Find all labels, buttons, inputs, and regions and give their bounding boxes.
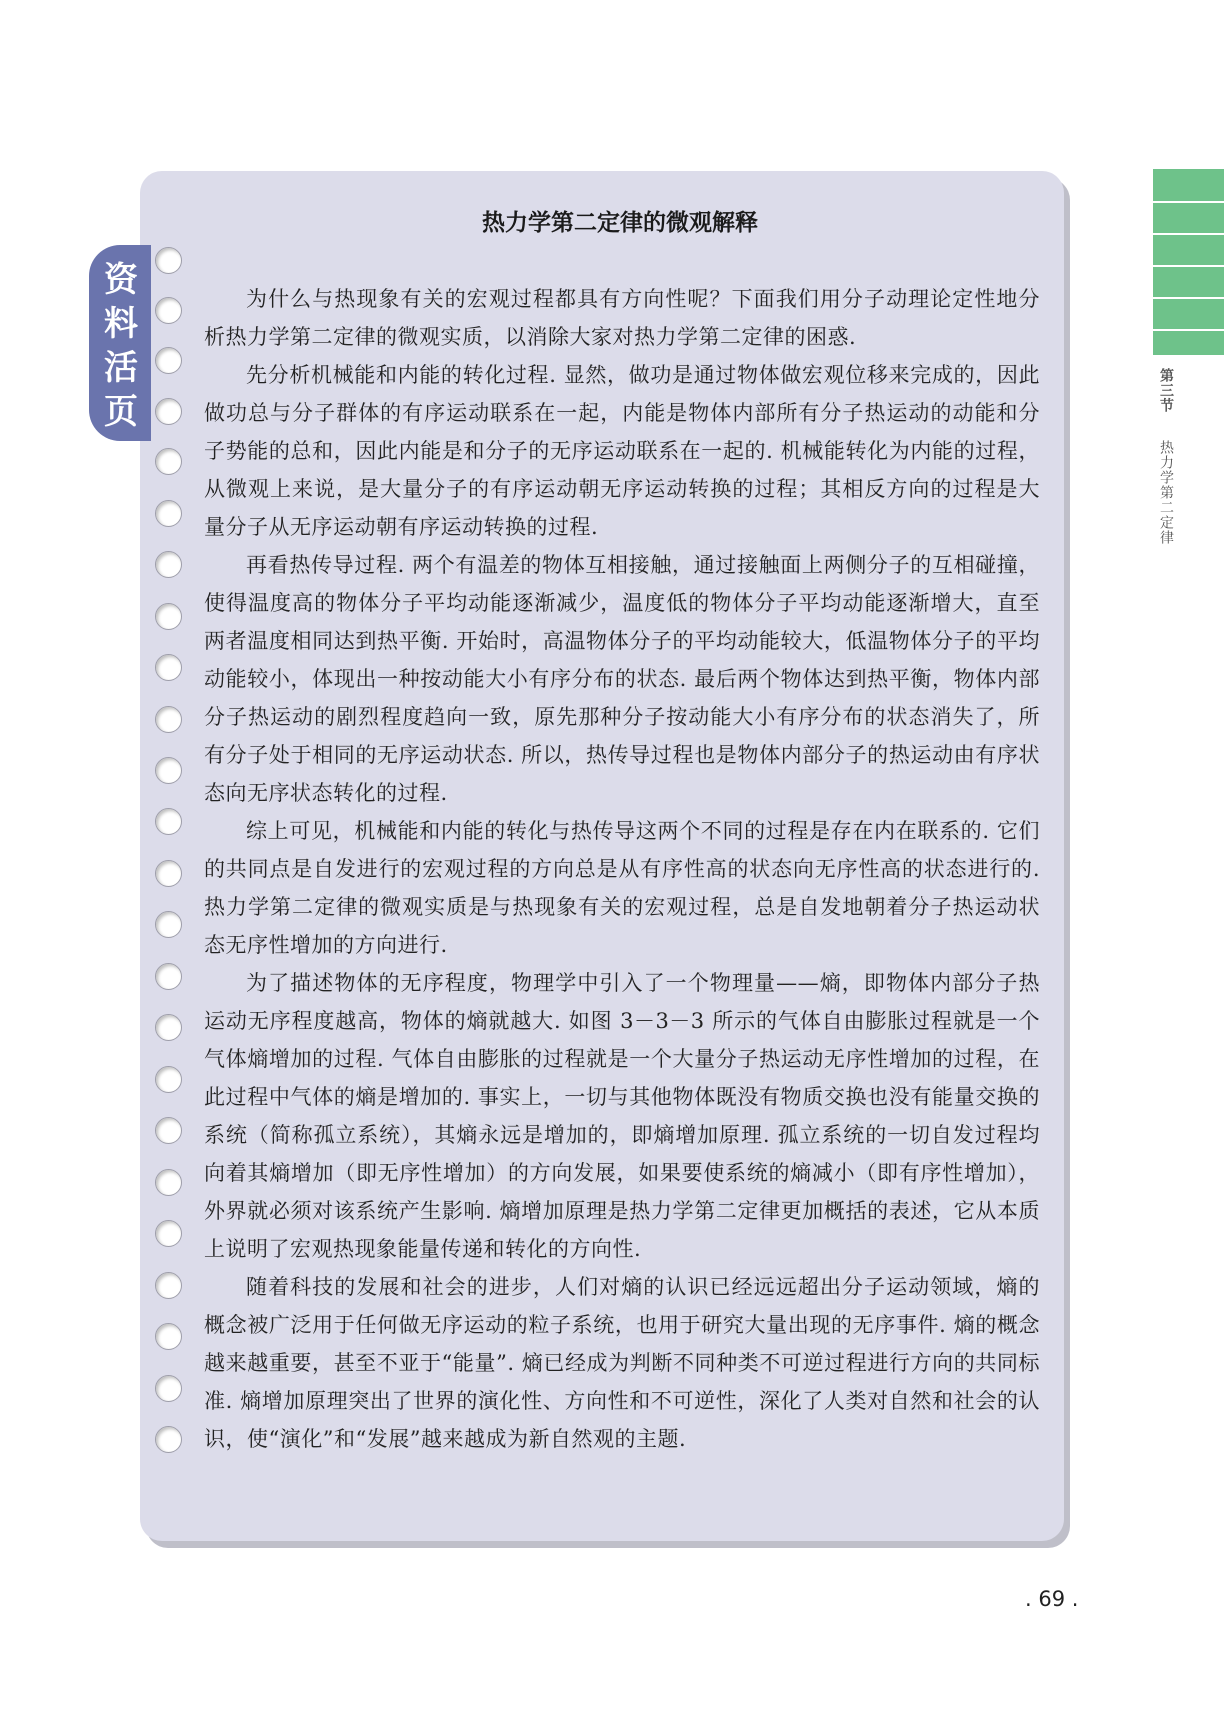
paragraph: 先分析机械能和内能的转化过程. 显然，做功是通过物体做宏观位移来完成的，因此做功总与分子群体的有序运动联系在一起，内能是物体内部所有分子热运动的动能和分子势能的总和，因此内能是和分子的无序运动联系在一起的. 机械能转化为内能的过程，从微观上来说，是大量分子的有序运动朝无序运动转换的过程；其相反方向的过程是大量分子从无序运动朝有序运动转换的过程. — [204, 363, 1040, 539]
binder-hole-icon — [155, 551, 182, 578]
sidebar-section-label: 第三节 — [1158, 368, 1174, 413]
article-body — [204, 280, 1040, 1458]
binder-hole-icon — [155, 654, 182, 681]
binder-hole-icon — [155, 398, 182, 425]
binder-hole-icon — [155, 1220, 182, 1247]
binder-hole-icon — [155, 1426, 182, 1453]
paragraph: 为什么与热现象有关的宏观过程都具有方向性呢？下面我们用分子动理论定性地分析热力学第二定律的微观实质，以消除大家对热力学第二定律的困惑. — [204, 287, 1040, 349]
binder-hole-icon — [155, 1272, 182, 1299]
sidebar-chapter-label: 热力学第二定律 — [1158, 440, 1174, 545]
binder-hole-icon — [155, 603, 182, 630]
paragraph: 综上可见，机械能和内能的转化与热传导这两个不同的过程是存在内在联系的. 它们的共同点是自发进行的宏观过程的方向总是从有序性高的状态向无序性高的状态进行的. 热力学第二定律的微观实质是与热现象有关的宏观过程，总是自发地朝着分子热运动状态无序性增加的方向进行. — [204, 819, 1040, 957]
paragraph: 为了描述物体的无序程度，物理学中引入了一个物理量——熵，即物体内部分子热运动无序程度越高，物体的熵就越大. 如图 3－3－3 所示的气体自由膨胀过程就是一个气体熵增加的过程. 气体自由膨胀的过程就是一个大量分子热运动无序性增加的过程，在此过程中气体的熵是增加的. 事实上，一切与其他物体既没有物质交换也没有能量交换的系统（简称孤立系统），其熵永远是增加的，即熵增加原理. 孤立系统的一切自发过程均向着其熵增加（即无序性增加）的方向发展，如果要使系统的熵减小（即有序性增加），外界就必须对该系统产生影响. 熵增加原理是热力学第二定律更加概括的表述，它从本质上说明了宏观热现象能量传递和转化的方向性. — [204, 971, 1040, 1261]
article-title: 热力学第二定律的微观解释 — [482, 210, 758, 236]
binder-hole-icon — [155, 757, 182, 784]
paragraph: 再看热传导过程. 两个有温差的物体互相接触，通过接触面上两侧分子的互相碰撞，使得温度高的物体分子平均动能逐渐减少，温度低的物体分子平均动能逐渐增大，直至两者温度相同达到热平衡. 开始时，高温物体分子的平均动能较大，低温物体分子的平均动能较小，体现出一种按动能大小有序分布的状态. 最后两个物体达到热平衡，物体内部分子热运动的剧烈程度趋向一致，原先那种分子按动能大小有序分布的状态消失了，所有分子处于相同的无序运动状态. 所以，热传导过程也是物体内部分子的热运动由有序状态向无序状态转化的过程. — [204, 553, 1040, 805]
binder-hole-icon — [155, 1375, 182, 1402]
paragraph: 随着科技的发展和社会的进步，人们对熵的认识已经远远超出分子运动领域，熵的概念被广泛用于任何做无序运动的粒子系统，也用于研究大量出现的无序事件. 熵的概念越来越重要，甚至不亚于“能量”. 熵已经成为判断不同种类不可逆过程进行方向的共同标准. 熵增加原理突出了世界的演化性、方向性和不可逆性，深化了人类对自然和社会的认识，使“演化”和“发展”越来越成为新自然观的主题. — [204, 1275, 1040, 1451]
binder-hole-icon — [155, 500, 182, 527]
binder-hole-icon — [155, 448, 182, 475]
page-number: . 69 . — [1025, 1587, 1079, 1611]
binder-hole-icon — [155, 1323, 182, 1350]
binder-hole-icon — [155, 1066, 182, 1093]
resource-tab-label: 资 料 活 页 — [104, 260, 138, 432]
binder-hole-icon — [155, 347, 182, 374]
binder-hole-icon — [155, 706, 182, 733]
binder-hole-icon — [155, 911, 182, 938]
binder-hole-icon — [155, 247, 182, 274]
binder-hole-icon — [155, 860, 182, 887]
binder-hole-icon — [155, 963, 182, 990]
binder-hole-icon — [155, 1014, 182, 1041]
binder-hole-icon — [155, 808, 182, 835]
binder-hole-icon — [155, 1117, 182, 1144]
binder-hole-icon — [155, 297, 182, 324]
chapter-color-tab — [1153, 169, 1224, 355]
binder-hole-icon — [155, 1169, 182, 1196]
